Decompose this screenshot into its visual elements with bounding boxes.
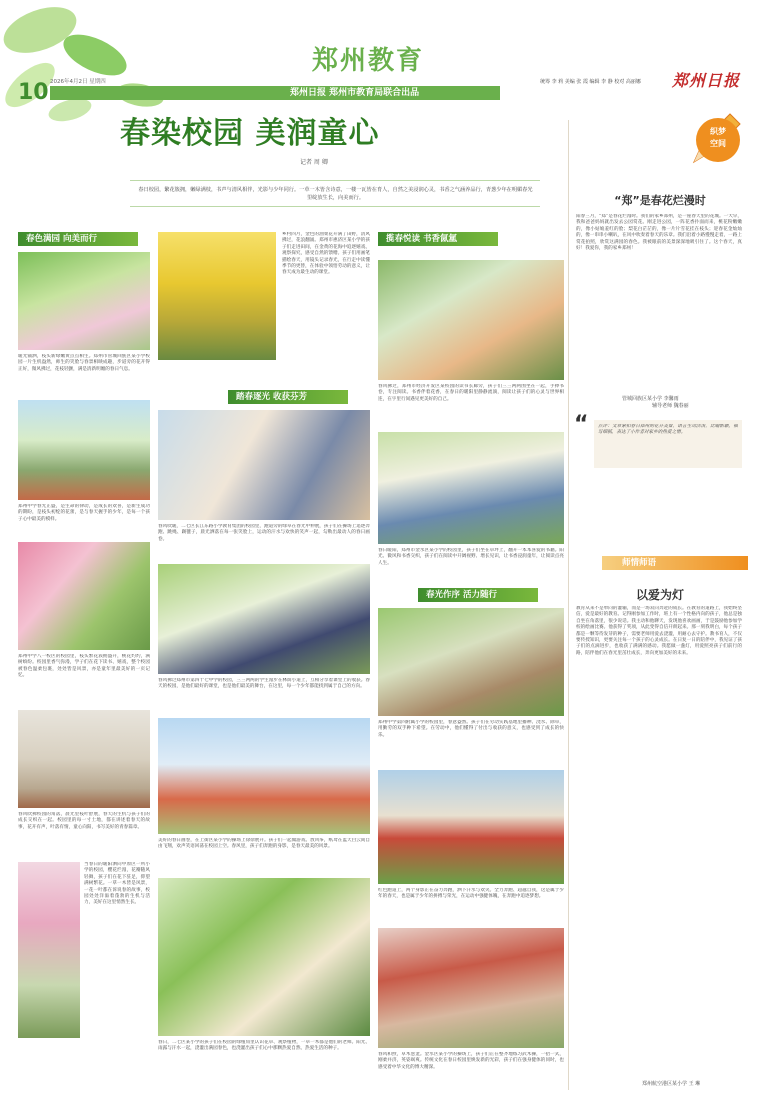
teacher-author: 郑州航空港区某小学 王 琳 [642, 1081, 701, 1087]
lede-rule [130, 180, 540, 181]
col2 [158, 232, 370, 1092]
section-header-sports: 踏春逐光 收获芬芳 [228, 390, 348, 404]
caption-col2-2: 春风拂过郑州市第四十七中学的校园，三三两两的学生漫步在林荫小道上，互相分享着课堂上的收获。春天的校园，是他们最好的课堂，也是他们最美的舞台，在这里，每一个少年都能找到属于自己的方向。 [158, 678, 370, 690]
badge-line-1: 织梦 [710, 127, 726, 136]
photo-classroom-activity [158, 410, 370, 520]
photo-plant-care [158, 878, 370, 1036]
col1 [18, 232, 150, 1092]
photo-rapeseed-field [158, 232, 276, 360]
quote-icon: “ [574, 412, 589, 437]
caption-col3-4: 红色跑道上，两个身影正在奋力奔跑，洒下汗水与欢笑。全力奔跑、超越自我，这是属于少年的春天，也是属于少年的拼搏与荣光，在运动中强健体魄，在奔跑中追逐梦想。 [378, 888, 564, 900]
caption-col3-1: 春风拂过，郑州市经济开发区某校园的读书长廊旁，孩子们三三两两围坐在一起，手捧书卷，专注阅读。书香伴着花香，在春日的暖阳里静静流淌，阅读让孩子们的心灵与世界相连，在字里行间遇见更美好的自己。 [378, 384, 564, 402]
caption-2: 郑州中学春光正盛，是生命的律动，是成长的欢喜，是新生成功的期盼，是枝头初绽的花蕾，是与春天握手的少年，是每一个孩子心中最美的模样。 [18, 504, 150, 522]
section-header-teachers: 师情师语 [622, 558, 657, 568]
section-header-reading: 揽春悦读 书香氤氲 [378, 232, 498, 246]
caption-1: 暖光铺洒，枝头新绿嫩黄点点相生。郑州市管城回族区某小学校园一片生机盎然，师生的笑脸与春景相映成趣，步道旁的花开得正好，微风拂过，花枝轻颤，满是清新明媚的春日气息。 [18, 354, 150, 372]
date-line: 2026年4月2日 星期四 [50, 79, 106, 85]
col4 [572, 110, 748, 1100]
subtitle: 郑州日报 郑州市教育局联合出品 [290, 88, 420, 98]
masthead [0, 0, 761, 110]
photo-peach-blossom [18, 542, 150, 650]
section-header-spring-campus: 春色满园 向美而行 [18, 232, 138, 246]
photo-campus-flowers [18, 252, 150, 350]
author: 管城回族区某小学 李馨雨 [622, 396, 679, 402]
headline-title: 春染校园 美润童心 [120, 116, 380, 151]
rural-text: 乡村四月，金色的油菜花开满了田野，清风拂过，花浪翻涌。郑州市惠济区某小学的孩子们走进田间，在金黄的花海中追逐嬉戏、观察探究，感受自然的馈赠。孩子们用画笔描绘春天，用镜头记录春光，在行走中读懂季节的更替，在体验中领悟劳动的意义，让春天成为最生动的课堂。 [282, 232, 370, 276]
photo-reading-lawn [378, 432, 564, 544]
photo-martial-arts [378, 928, 564, 1048]
photo-running-track [378, 770, 564, 884]
byline: 记者 周 卿 [300, 159, 328, 166]
newspaper-logo: 郑州日报 [672, 71, 741, 90]
col3 [378, 232, 564, 1092]
lede: 春日校园，繁花簇拥，嫩绿满枝，书声与清风相伴，光影与少年同行。一草一木皆含诗意，一楼一瓦皆在育人，自然之美浸润心灵，书香之气涵养品行，青葱少年在明媚春光里绽放生长，向美而行。 [138, 187, 533, 201]
caption-col3-3: 郑州中学第四附属小学的校园里，春意盎然。孩子们在劳动实践基地里播种、浇水、除草，用勤劳的双手种下希望。在劳动中，他们懂得了付出与收获的意义，也感受到了成长的快乐。 [378, 720, 564, 738]
photo-red-lanterns [18, 710, 150, 808]
column-rule [568, 120, 569, 1090]
editors-line: 统筹 李 莉 美编 张 霞 编辑 李 静 校对 高丽娜 [540, 79, 641, 85]
article-title: “郑”是春花烂漫时 [614, 194, 706, 207]
instructor: 辅导老师 魏春丽 [652, 403, 689, 409]
section-title: 郑州教育 [312, 46, 425, 76]
photo-planting [378, 608, 564, 716]
photo-child-blossom [18, 862, 80, 1038]
caption-col2-3: 美好的春日画卷，在上街区某小学的操场上徐徐展开。孩子们一起做游戏、放风筝，纸鸢在蓝天白云间自由飞翔，欢声笑语回荡在校园上空。春风里，孩子们奔跑的身影，是春天最美的风景。 [158, 838, 370, 850]
teacher-body: 教育从来不是单向的灌输，而是一场双向奔赴的成长。在教育的道路上，我始终坚信，爱是最好的教育。记得刚参加工作时，班上有一个性格内向的孩子，他总是独自坐在角落里，很少说话。我主动和他聊天，发现他喜欢画画，于是鼓励他参加学校的绘画比赛。他获得了奖项，从此变得自信开朗起来。那一刻我明白，每个孩子都是一颗等待发芽的种子，需要老师用爱去浇灌，用耐心去守护。教书育人，不仅要传授知识，更要关注每一个孩子的心灵成长。在日复一日的陪伴中，我见证了孩子们的点滴进步，也收获了满满的感动。我愿做一盏灯，用爱照亮孩子们前行的路，陪伴他们在春光里茁壮成长，奔向更加美好的未来。 [576, 606, 742, 656]
caption-5: 当春日的暖阳洒向中原区一所小学的校园，樱花烂漫，花瓣随风轻舞，孩子们在花下驻足，仰望满树繁花。一草一木皆是风景，一花一叶都在诉说春的故事，校园处处洋溢着蓬勃的生机与活力，美好在这里悄然生长。 [84, 862, 150, 906]
photo-students-garden [18, 400, 150, 500]
photo-students-walking [158, 564, 370, 674]
caption-3: 郑州中学八一校区的校园里，枝头繁花簇拥盛开，桃花灼灼，满树缤纷。校园里香气弥漫，学子们在花下读书、嬉戏，整个校园被春色温柔包裹，处处皆是风景，亦是童年里最美好的一页记忆。 [18, 654, 150, 679]
lede-rule-bottom [130, 206, 540, 207]
page-number: 10 [18, 80, 49, 105]
review: 点评：文章紧扣春日郑州的花开美景，语言生动活泼，比喻新颖，描写细腻，表达了小作者对家乡的热爱之情。 [598, 424, 738, 436]
article-body: 阳春三月，“郑”是春花烂漫时。我们的家乡郑州，是一座春天里的花城。一大早，我和爸爸妈妈就出发去公园赏花。刚走进公园，一阵花香扑面而来，桃花粉嫩嫩的，像小姑娘羞红的脸；梨花白茫茫的，像一片片雪花挂在枝头；迎春花金灿灿的，像一串串小喇叭，在风中吹奏着春天的乐章。我们沿着小路慢慢走着，一路上赏花拍照，欣赏这满园的春色。我被眼前的美景深深地吸引住了。这个春天，真好！我爱你，我的家乡郑州！ [576, 214, 742, 252]
badge-line-2: 空间 [710, 139, 726, 148]
section-header-labor: 春光作序 活力随行 [418, 588, 538, 602]
photo-kite-flying [158, 718, 370, 834]
subtitle-bar [50, 86, 500, 100]
caption-4: 春风吹拂校园的角落，晨光里枝叶舒展，春天的生机与孩子们的成长交织在一起。校园里的每一寸土地，都在讲述着春天的故事，花开有声，叶落有情，童心向阳，书写美好的青春篇章。 [18, 812, 150, 830]
caption-col2-4: 春日，二七区某小学的孩子们在校园的绿植角里认识花草、观察植物，一草一木都是他们的老师。阳光、雨露与汗水一起，浇灌出满园春色，也浇灌出孩子们心中那颗热爱自然、热爱生活的种子。 [158, 1040, 370, 1052]
caption-col3-2: 春日暖阳，郑州市金水区某小学的校园里，孩子们坐在草坪上，翻开一本本喜爱的书籍。阳光、微风和书香交织，孩子们在阅读中开阔视野、增长见识，让书香浸润童年，让阅读点亮人生。 [378, 548, 564, 566]
teacher-title: 以爱为灯 [635, 588, 684, 602]
caption-col3-5: 春风和煦，草木葱茏。金水区某小学的操场上，孩子们正在整齐地练习武术操，一招一式，刚柔并济，英姿飒爽。传统文化在春日校园里焕发新的光彩，孩子们在强身健体的同时，也感受着中华文化的博大精深。 [378, 1052, 564, 1070]
caption-col2-1: 春风吹暖，二七区长江东路小学教育集团的校园里，跑道旁的绿草在春光中伸展，孩子们在操场上追逐奔跑、跳绳、踢毽子，晨光洒落在每一张笑脸上，运动的汗水与欢快的笑声一起，勾勒出最动人的春日画卷。 [158, 524, 370, 542]
photo-reading-outdoor [378, 260, 564, 380]
